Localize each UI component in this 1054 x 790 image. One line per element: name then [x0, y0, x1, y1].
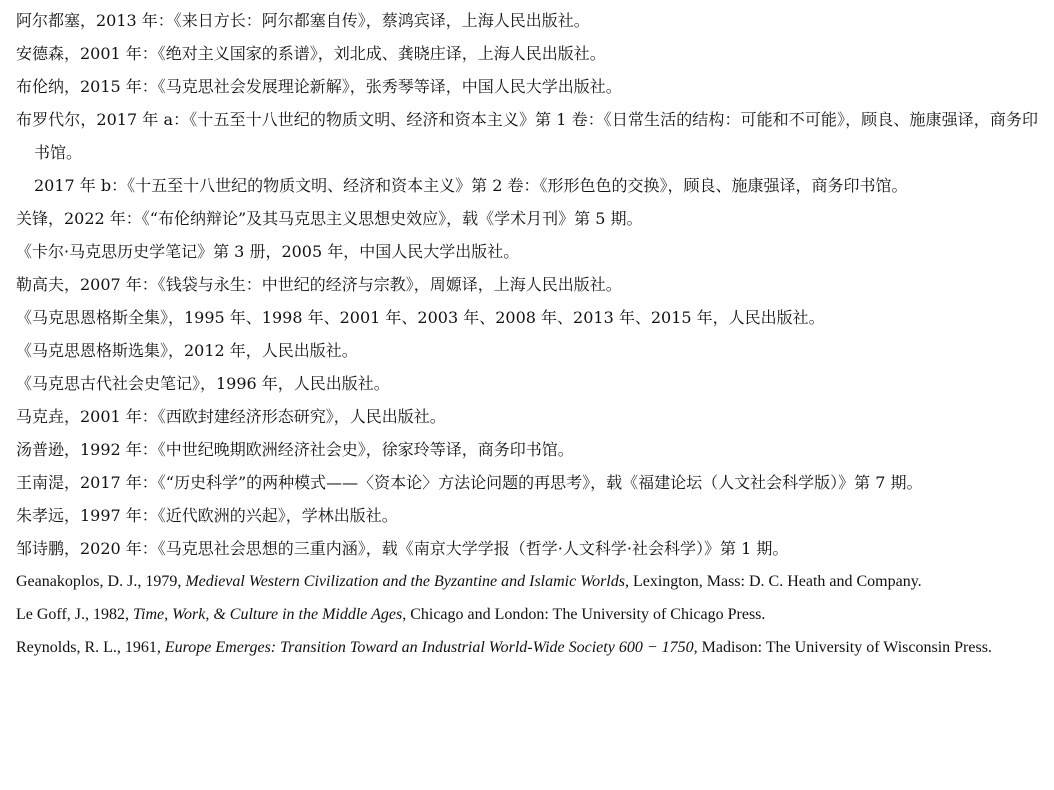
- reference-title: Medieval Western Civilization and the Byzantine and Islamic Worlds: [185, 573, 625, 590]
- reference-author-year: Reynolds, R. L., 1961,: [16, 639, 165, 656]
- reference-entry: 勒高夫，2007 年：《钱袋与永生：中世纪的经济与宗教》，周嫄译，上海人民出版社。: [16, 275, 622, 294]
- reference-entry: 《马克思恩格斯全集》，1995 年、1998 年、2001 年、2003 年、2008 年、2013 年、2015 年，人民出版社。: [16, 308, 825, 327]
- reference-title: Time, Work, & Culture in the Middle Ages: [133, 606, 403, 623]
- reference-title: Europe Emerges: Transition Toward an Industrial World-Wide Society 600 − 1750: [164, 639, 694, 656]
- reference-publisher: , Chicago and London: The University of Chicago Press.: [402, 606, 766, 623]
- reference-entry: 《马克思恩格斯选集》，2012 年，人民出版社。: [16, 341, 358, 360]
- reference-publisher: , Lexington, Mass: D. C. Heath and Company.: [624, 573, 922, 590]
- reference-entry-english: [16, 631, 1038, 664]
- reference-author-year: Geanakoplos, D. J., 1979,: [16, 573, 186, 590]
- reference-entry: 《卡尔·马克思历史学笔记》第 3 册，2005 年，中国人民大学出版社。: [16, 242, 520, 261]
- reference-entry: 布伦纳，2015 年：《马克思社会发展理论新解》，张秀琴等译，中国人民大学出版社。: [16, 77, 622, 96]
- reference-entry: 阿尔都塞，2013 年：《来日方长：阿尔都塞自传》，蔡鸿宾译，上海人民出版社。: [16, 11, 590, 30]
- reference-entry: 关锋，2022 年：《“布伦纳辩论”及其马克思主义思想史效应》，载《学术月刊》第 5 期。: [16, 209, 643, 228]
- reference-list: [16, 4, 1038, 664]
- reference-entry-english: [16, 598, 1038, 631]
- reference-entry: 朱孝远，1997 年：《近代欧洲的兴起》，学林出版社。: [16, 506, 398, 525]
- reference-entry-english: [16, 565, 1038, 598]
- reference-entry: 马克垚，2001 年：《西欧封建经济形态研究》，人民出版社。: [16, 407, 446, 426]
- reference-entry: 王南湜，2017 年：《“历史科学”的两种模式——〈资本论〉方法论问题的再思考》，载《福建论坛（人文社会科学版）》第 7 期。: [16, 473, 923, 492]
- reference-entry: 邹诗鹏，2020 年：《马克思社会思想的三重内涵》，载《南京大学学报（哲学·人文科学·社会科学）》第 1 期。: [16, 539, 789, 558]
- reference-entry: 布罗代尔，2017 年 a：《十五至十八世纪的物质文明、经济和资本主义》第 1 卷：《日常生活的结构：可能和不可能》，顾良、施康强译，商务印书馆。: [16, 110, 1038, 162]
- reference-author-year: Le Goff, J., 1982,: [16, 606, 134, 623]
- reference-publisher: , Madison: The University of Wisconsin Press.: [693, 639, 992, 656]
- reference-entry: 2017 年 b：《十五至十八世纪的物质文明、经济和资本主义》第 2 卷：《形形色色的交换》，顾良、施康强译，商务印书馆。: [34, 176, 908, 195]
- reference-entry: 《马克思古代社会史笔记》，1996 年，人民出版社。: [16, 374, 390, 393]
- reference-entry: 汤普逊，1992 年：《中世纪晚期欧洲经济社会史》，徐家玲等译，商务印书馆。: [16, 440, 574, 459]
- reference-entry: 安德森，2001 年：《绝对主义国家的系谱》，刘北成、龚晓庄译，上海人民出版社。: [16, 44, 606, 63]
